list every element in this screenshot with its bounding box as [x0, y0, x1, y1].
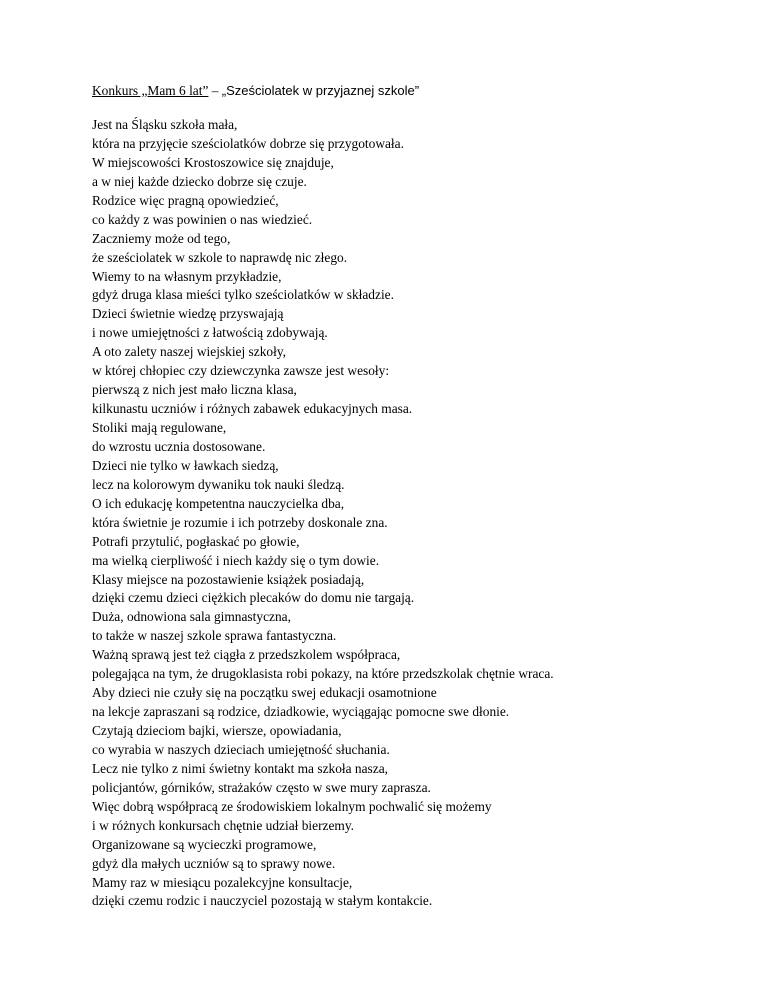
poem-line: Organizowane są wycieczki programowe,	[92, 836, 317, 852]
poem-line: Jest na Śląsku szkoła mała,	[92, 117, 238, 132]
poem-line: Dzieci świetnie wiedzę przyswajają	[92, 306, 284, 322]
poem-line: lecz na kolorowym dywaniku tok nauki śledzą.	[92, 476, 345, 492]
poem-line: Wiemy to na własnym przykładzie,	[92, 268, 282, 284]
poem-line: pierwszą z nich jest mało liczna klasa,	[92, 382, 297, 398]
poem-line: Lecz nie tylko z nimi świetny kontakt ma szkoła nasza,	[92, 760, 388, 776]
poem-line: O ich edukację kompetentna nauczycielka dba,	[92, 495, 345, 511]
poem-line: Ważną sprawą jest też ciągła z przedszkolem współpraca,	[92, 647, 401, 663]
poem-body	[92, 116, 554, 911]
contest-label: Konkurs „Mam 6 lat”	[92, 83, 209, 98]
poem-line: gdyż druga klasa mieści tylko sześciolatków w składzie.	[92, 287, 394, 303]
document-header	[92, 82, 419, 100]
poem-line: a w niej każde dziecko dobrze się czuje.	[92, 173, 307, 189]
contest-title: „Sześciolatek w przyjaznej szkole”	[221, 83, 420, 98]
poem-line: Potrafi przytulić, pogłaskać po głowie,	[92, 533, 300, 549]
poem-line: Klasy miejsce na pozostawienie książek posiadają,	[92, 571, 365, 587]
poem-line: A oto zalety naszej wiejskiej szkoły,	[92, 344, 286, 360]
poem-line: i w różnych konkursach chętnie udział bierzemy.	[92, 817, 355, 833]
poem-line: na lekcje zapraszani są rodzice, dziadkowie, wyciągając pomocne swe dłonie.	[92, 704, 510, 720]
poem-line: Dzieci nie tylko w ławkach siedzą,	[92, 457, 279, 473]
poem-line: Rodzice więc pragną opowiedzieć,	[92, 192, 279, 208]
poem-line: W miejscowości Krostoszowice się znajduje,	[92, 154, 334, 170]
poem-line: Czytają dzieciom bajki, wiersze, opowiadania,	[92, 723, 342, 738]
poem-line: Więc dobrą współpracą ze środowiskiem lokalnym pochwalić się możemy	[92, 798, 492, 814]
poem-line: Stoliki mają regulowane,	[92, 420, 227, 435]
poem-line: że sześciolatek w szkole to naprawdę nic złego.	[92, 249, 348, 265]
poem-line: co wyrabia w naszych dzieciach umiejętność słuchania.	[92, 741, 390, 757]
poem-line: Zaczniemy może od tego,	[92, 230, 231, 246]
poem-line: która na przyjęcie sześciolatków dobrze się przygotowała.	[92, 135, 404, 151]
poem-line: co każdy z was powinien o nas wiedzieć.	[92, 211, 313, 227]
poem-line: Aby dzieci nie czuły się na początku swej edukacji osamotnione	[92, 685, 437, 701]
poem-line: gdyż dla małych uczniów są to sprawy nowe.	[92, 855, 336, 871]
poem-line: polegająca na tym, że drugoklasista robi pokazy, na które przedszkolak chętnie wraca.	[92, 666, 554, 682]
poem-line: dzięki czemu dzieci ciężkich plecaków do domu nie targają.	[92, 590, 415, 606]
poem-line: to także w naszej szkole sprawa fantastyczna.	[92, 628, 337, 644]
poem-line: do wzrostu ucznia dostosowane.	[92, 438, 266, 454]
poem-line: dzięki czemu rodzic i nauczyciel pozostają w stałym kontakcie.	[92, 893, 433, 909]
poem-line: która świetnie je rozumie i ich potrzeby doskonale zna.	[92, 514, 388, 530]
poem-line: Duża, odnowiona sala gimnastyczna,	[92, 609, 291, 625]
poem-line: Mamy raz w miesiącu pozalekcyjne konsultacje,	[92, 874, 353, 890]
poem-line: w której chłopiec czy dziewczynka zawsze jest wesoły:	[92, 363, 390, 379]
poem-line: policjantów, górników, strażaków często w swe mury zaprasza.	[92, 779, 431, 795]
poem-line: kilkunastu uczniów i różnych zabawek edukacyjnych masa.	[92, 401, 413, 417]
poem-line: ma wielką cierpliwość i niech każdy się o tym dowie.	[92, 552, 380, 568]
header-separator: –	[208, 83, 222, 98]
poem-line: i nowe umiejętności z łatwością zdobywają.	[92, 325, 328, 341]
